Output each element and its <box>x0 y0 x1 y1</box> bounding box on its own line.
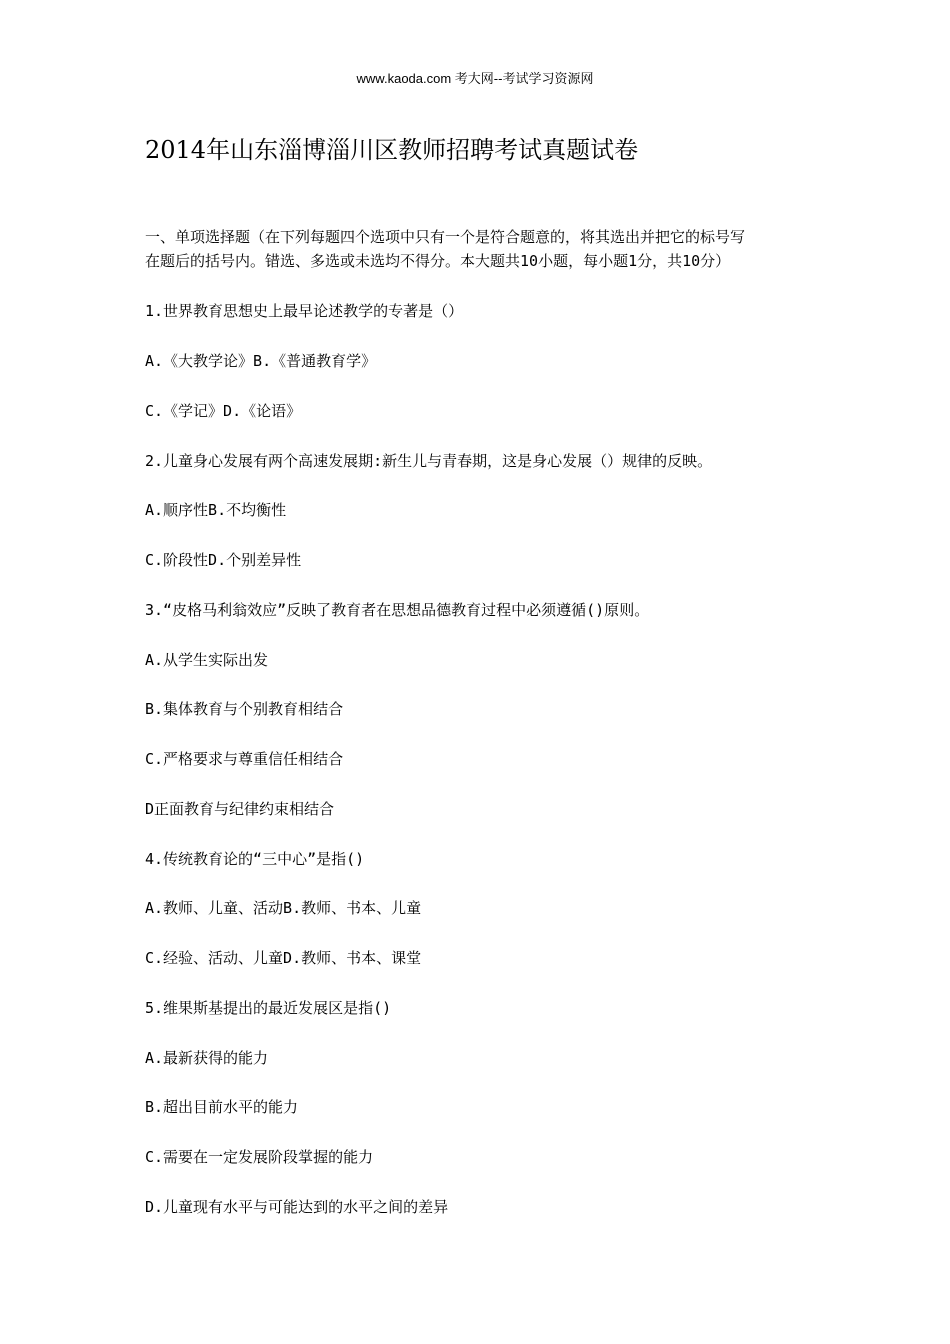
question-4-stem: 4.传统教育论的“三中心”是指() <box>145 850 365 868</box>
question-5-option-a: A.最新获得的能力 <box>145 1049 269 1067</box>
question-5-option-c: C.需要在一定发展阶段掌握的能力 <box>145 1148 374 1166</box>
question-2-option-cd: C.阶段性D.个别差异性 <box>145 551 302 569</box>
section-heading-line-2: 在题后的括号内。错选、多选或未选均不得分。本大题共10小题，每小题1分，共10分） <box>145 252 731 270</box>
question-5-option-b: B.超出目前水平的能力 <box>145 1098 299 1116</box>
question-4-option-ab: A.教师、儿童、活动B.教师、书本、儿童 <box>145 899 422 917</box>
site-header: www.kaoda.com 考大网--考试学习资源网 <box>356 71 594 86</box>
question-2-stem: 2.儿童身心发展有两个高速发展期:新生儿与青春期，这是身心发展（）规律的反映。 <box>145 452 713 470</box>
question-2-option-ab: A.顺序性B.不均衡性 <box>145 501 287 519</box>
question-3-option-b: B.集体教育与个别教育相结合 <box>145 700 344 718</box>
question-1-option-cd: C.《学记》D.《论语》 <box>145 402 302 420</box>
page-title: 2014年山东淄博淄川区教师招聘考试真题试卷 <box>145 136 639 164</box>
question-1-option-ab: A.《大教学论》B.《普通教育学》 <box>145 352 377 370</box>
question-3-option-c: C.严格要求与尊重信任相结合 <box>145 750 344 768</box>
question-5-option-d: D.儿童现有水平与可能达到的水平之间的差异 <box>145 1198 449 1216</box>
question-1-stem: 1.世界教育思想史上最早论述教学的专著是（） <box>145 302 464 320</box>
question-3-option-a: A.从学生实际出发 <box>145 651 269 669</box>
question-4-option-cd: C.经验、活动、儿童D.教师、书本、课堂 <box>145 949 422 967</box>
question-3-stem: 3.“皮格马利翁效应”反映了教育者在思想品德教育过程中必须遵循()原则。 <box>145 601 650 619</box>
question-5-stem: 5.维果斯基提出的最近发展区是指() <box>145 999 392 1017</box>
section-heading-line-1: 一、单项选择题（在下列每题四个选项中只有一个是符合题意的，将其选出并把它的标号写 <box>145 228 746 246</box>
question-3-option-d: D正面教育与纪律约束相结合 <box>145 800 335 818</box>
